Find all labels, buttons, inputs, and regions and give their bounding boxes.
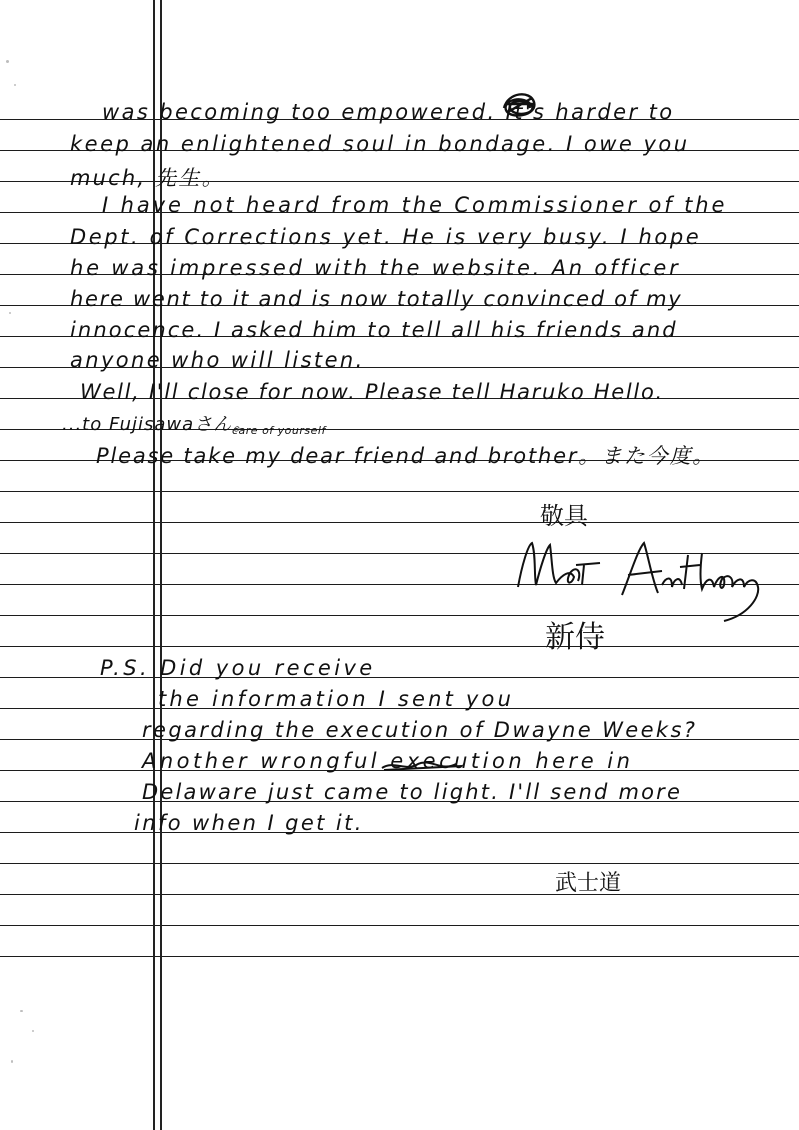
ps-line: Another wrongful execution here in — [142, 749, 634, 773]
letter-line: he was impressed with the website. An officer — [70, 256, 681, 280]
signature-kanji: 新侍 — [545, 620, 605, 655]
letter-line: Well, I'll close for now. Please tell Haruko Hello. — [80, 380, 664, 404]
ps-closing-kanji: 武士道 — [555, 871, 622, 896]
ps-line: the information I sent you — [158, 687, 515, 711]
letter-line: here went to it and is now totally convinced of my — [70, 287, 683, 311]
letter-line: I have not heard from the Commissioner of the — [102, 193, 728, 217]
letter-line: was becoming too empowered. It's harder to — [102, 100, 675, 124]
insertion-note: care of yourself — [232, 424, 326, 437]
letter-line: ...to Fujisawaさん。 — [62, 414, 253, 435]
ps-line: P.S. Did you receive — [100, 656, 376, 680]
scan-speck — [32, 1030, 34, 1032]
scan-speck — [9, 312, 11, 314]
ps-line: regarding the execution of Dwayne Weeks? — [142, 718, 698, 742]
ps-line: info when I get it. — [134, 811, 364, 835]
letter-line: anyone who will listen. — [70, 348, 365, 372]
scan-speck — [20, 1010, 23, 1012]
scan-speck — [11, 1060, 13, 1063]
letter-line: keep an enlightened soul in bondage. I owe you — [70, 132, 690, 156]
letter-line: innocence. I asked him to tell all his friends and — [70, 318, 678, 342]
closing-kanji: 敬具 — [540, 502, 588, 530]
letter-line: Dept. of Corrections yet. He is very busy. I hope — [70, 225, 702, 249]
ps-line: Delaware just came to light. I'll send more — [142, 780, 683, 804]
letter-line: much, 先生。 — [70, 166, 225, 190]
letter-line: Please take my dear friend and brother。また今度。 — [96, 444, 716, 468]
scan-speck — [14, 84, 16, 86]
signature-text: Mark Anthony — [512, 535, 518, 536]
scribbled-out-word — [500, 88, 540, 122]
crossed-out-word — [378, 756, 468, 776]
scan-speck — [6, 60, 9, 63]
